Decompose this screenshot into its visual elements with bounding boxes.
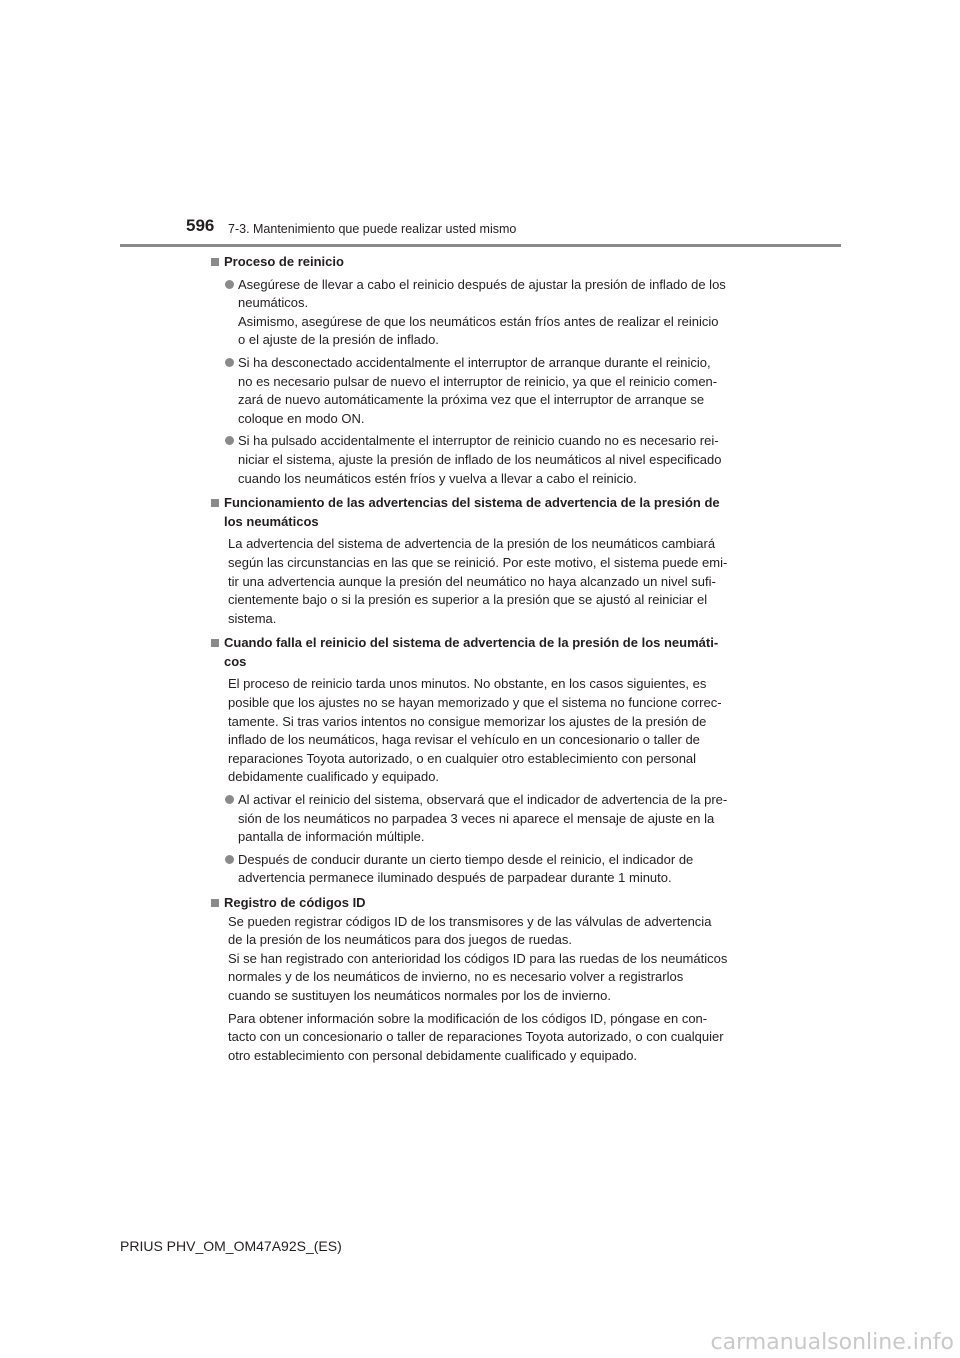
section-falla-reinicio: [210, 634, 750, 888]
page-number: 596: [186, 216, 215, 235]
section-heading-text: cos: [224, 653, 247, 669]
text-line: tamente. Si tras varios intentos no consigue memorizar los ajustes de la presión de: [228, 713, 707, 729]
section-heading-text: Funcionamiento de las advertencias del sistema de advertencia de la presión de: [224, 495, 720, 511]
paragraph: [210, 675, 750, 787]
text-line: cientemente bajo o si la presión es superior a la presión que se ajustó al reiniciar el: [228, 592, 708, 608]
circle-bullet-icon: [225, 280, 234, 289]
section-heading: [210, 634, 750, 671]
text-line: posible que los ajustes no se hayan memorizado y que el sistema no funcione correc-: [228, 695, 722, 711]
bullet-item: [210, 851, 750, 888]
text-line: zará de nuevo automáticamente la próxima vez que el interruptor de arranque se: [238, 392, 705, 408]
circle-bullet-icon: [225, 855, 234, 864]
text-line: sistema.: [228, 610, 277, 626]
text-line: niciar el sistema, ajuste la presión de inflado de los neumáticos al nivel especificado: [238, 451, 722, 467]
section-heading-text: Cuando falla el reinicio del sistema de advertencia de la presión de los neumáti-: [224, 635, 719, 651]
bullet-item: [210, 354, 750, 428]
bullet-item: [210, 791, 750, 847]
section-heading-text: Registro de códigos ID: [224, 895, 366, 910]
text-line: Si ha desconectado accidentalmente el interruptor de arranque durante el reinicio,: [238, 354, 711, 370]
text-line: tacto con un concesionario o taller de reparaciones Toyota autorizado, o con cualquier: [228, 1029, 724, 1045]
document-code-footer: PRIUS PHV_OM_OM47A92S_(ES): [120, 1238, 342, 1254]
section-header-title: 7-3. Mantenimiento que puede realizar usted mismo: [228, 222, 517, 236]
text-line: sión de los neumáticos no parpadea 3 veces ni aparece el mensaje de ajuste en la: [238, 810, 715, 826]
text-line: o el ajuste de la presión de inflado.: [238, 332, 439, 348]
section-heading-text: Proceso de reinicio: [224, 254, 344, 269]
paragraph: [210, 535, 750, 628]
bullet-item: [210, 432, 750, 488]
text-line: Para obtener información sobre la modificación de los códigos ID, póngase en con-: [228, 1010, 708, 1026]
text-line: inflado de los neumáticos, haga revisar el vehículo en un concesionario o taller de: [228, 732, 700, 748]
text-line: Se pueden registrar códigos ID de los transmisores y de las válvulas de advertencia: [228, 913, 712, 929]
section-heading-text: los neumáticos: [224, 513, 319, 529]
text-line: Al activar el reinicio del sistema, observará que el indicador de advertencia de la pre-: [238, 792, 728, 808]
bullet-item: [210, 276, 750, 350]
text-line: de la presión de los neumáticos para dos juegos de ruedas.: [228, 932, 572, 948]
text-line: cuando se sustituyen los neumáticos normales por los de invierno.: [228, 987, 611, 1003]
watermark-text: carmanualsonline.info: [710, 1330, 954, 1355]
paragraph: [210, 913, 750, 1006]
text-line: Asimismo, asegúrese de que los neumáticos están fríos antes de realizar el reinicio: [238, 313, 719, 329]
square-bullet-icon: [211, 258, 219, 266]
circle-bullet-icon: [225, 358, 234, 367]
text-line: tir una advertencia aunque la presión del neumático no haya alcanzado un nivel sufi-: [228, 573, 716, 589]
text-line: neumáticos.: [238, 295, 309, 311]
text-line: cuando los neumáticos estén fríos y vuelva a llevar a cabo el reinicio.: [238, 470, 637, 486]
text-line: según las circunstancias en las que se reinició. Por este motivo, el sistema puede emi-: [228, 554, 728, 570]
text-line: La advertencia del sistema de advertencia de la presión de los neumáticos cambiará: [228, 536, 716, 552]
circle-bullet-icon: [225, 795, 234, 804]
text-line: El proceso de reinicio tarda unos minutos. No obstante, en los casos siguientes, es: [228, 676, 707, 692]
section-proceso-reinicio: [210, 253, 750, 488]
text-line: pantalla de información múltiple.: [238, 829, 425, 845]
section-registro-codigos: [210, 894, 750, 1065]
text-line: normales y de los neumáticos de invierno, no es necesario volver a registrarlos: [228, 969, 684, 985]
text-line: coloque en modo ON.: [238, 410, 365, 426]
page-content: [210, 253, 750, 1069]
text-line: Si ha pulsado accidentalmente el interruptor de reinicio cuando no es necesario rei-: [238, 433, 719, 449]
section-heading: [210, 253, 750, 272]
text-line: advertencia permanece iluminado después de parpadear durante 1 minuto.: [238, 870, 672, 886]
square-bullet-icon: [211, 639, 219, 647]
text-line: reparaciones Toyota autorizado, o en cualquier otro establecimiento con personal: [228, 750, 697, 766]
circle-bullet-icon: [225, 436, 234, 445]
text-line: Asegúrese de llevar a cabo el reinicio después de ajustar la presión de inflado de los: [238, 276, 726, 292]
square-bullet-icon: [211, 899, 219, 907]
square-bullet-icon: [211, 499, 219, 507]
section-heading: [210, 894, 750, 913]
section-funcionamiento-advertencias: [210, 494, 750, 628]
section-heading: [210, 494, 750, 531]
text-line: Si se han registrado con anterioridad los códigos ID para las ruedas de los neumáticos: [228, 950, 728, 966]
text-line: otro establecimiento con personal debidamente cualificado y equipado.: [228, 1047, 638, 1063]
text-line: debidamente cualificado y equipado.: [228, 769, 440, 785]
text-line: no es necesario pulsar de nuevo el interruptor de reinicio, ya que el reinicio comen-: [238, 373, 718, 389]
paragraph: [210, 1010, 750, 1066]
header-divider: [120, 244, 841, 247]
text-line: Después de conducir durante un cierto tiempo desde el reinicio, el indicador de: [238, 851, 694, 867]
